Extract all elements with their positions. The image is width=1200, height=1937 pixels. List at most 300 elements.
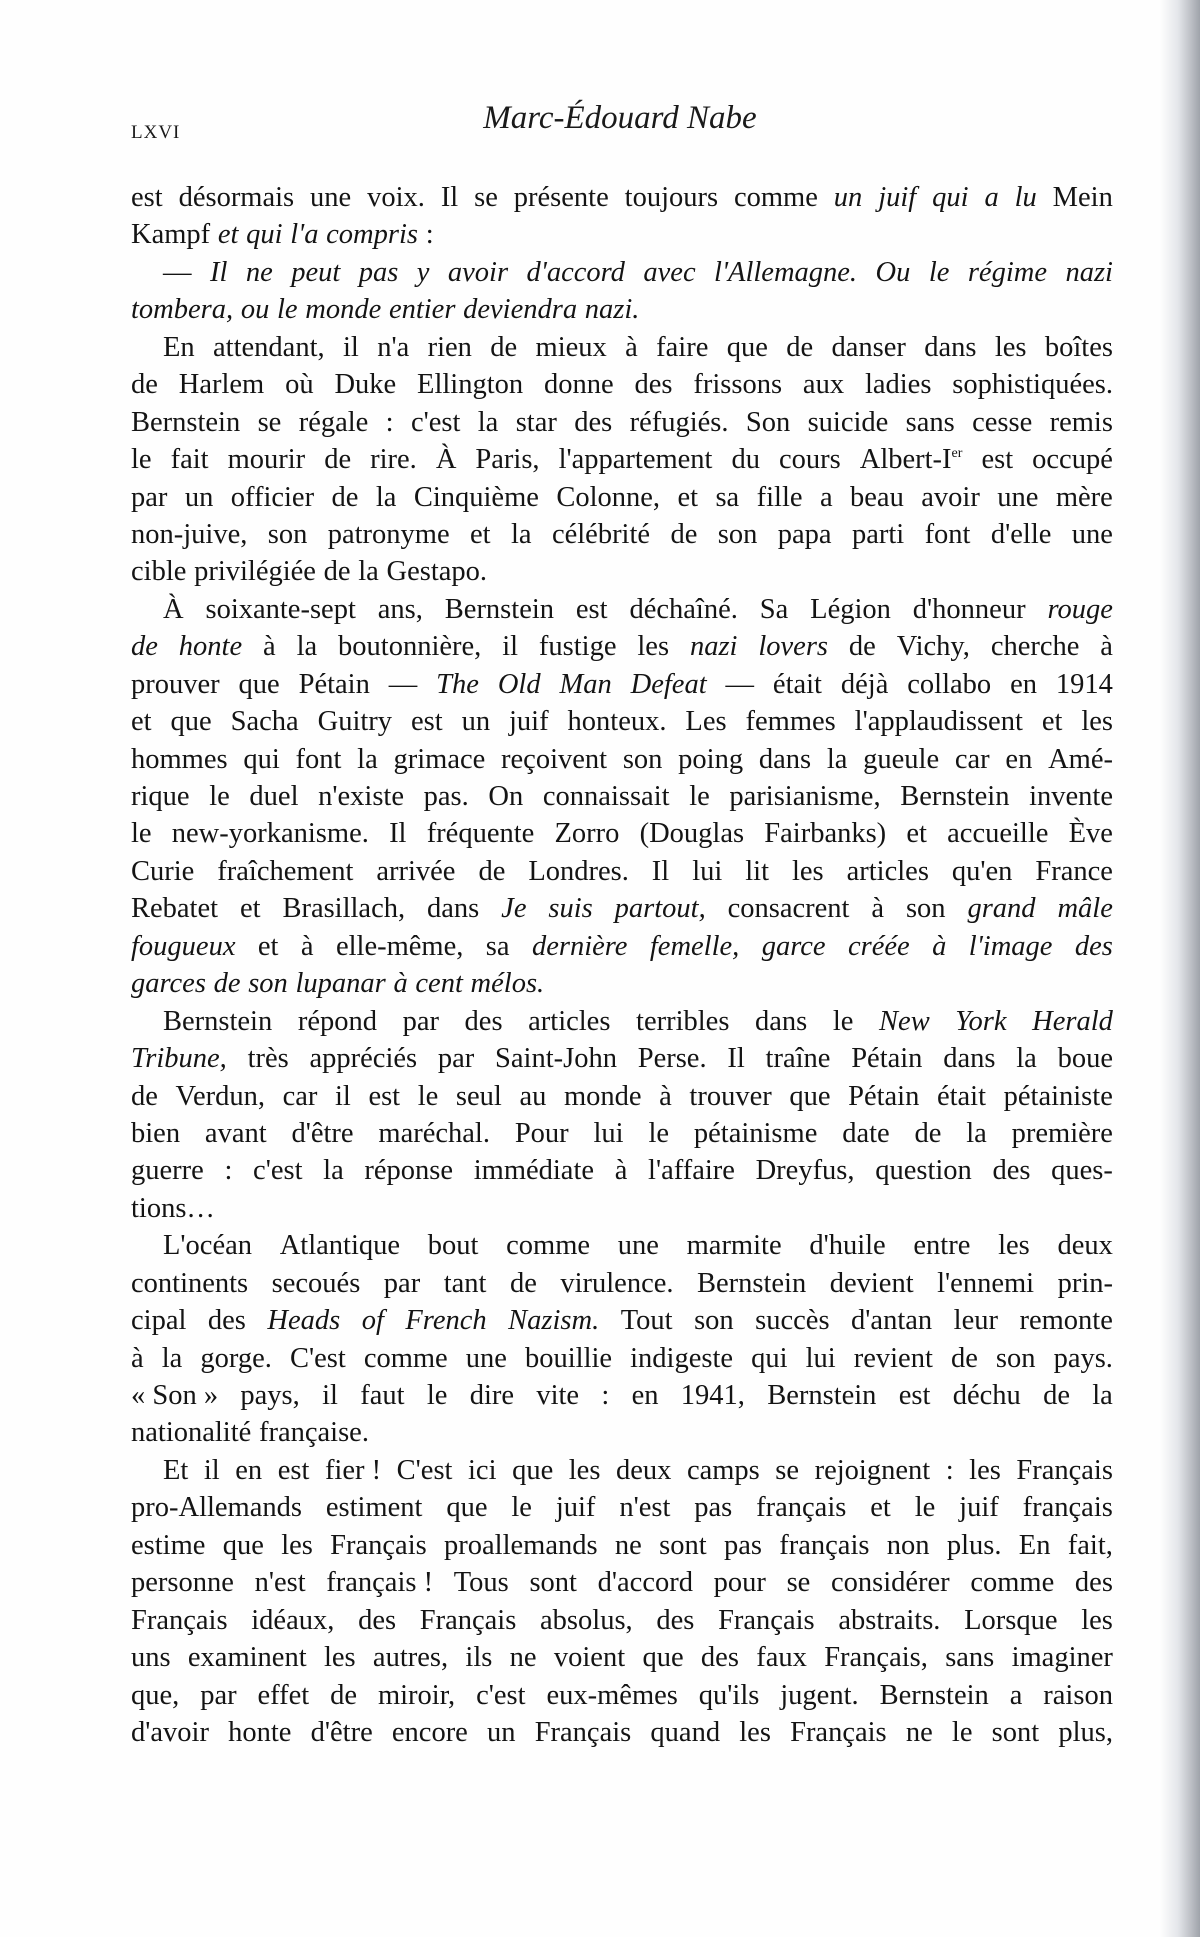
word: présente bbox=[513, 182, 609, 213]
word: c'est bbox=[410, 406, 461, 438]
word: femelle, bbox=[649, 930, 740, 962]
word: comme bbox=[506, 1230, 591, 1262]
word: c'est bbox=[253, 1155, 303, 1187]
word: de bbox=[478, 855, 506, 887]
word: lui bbox=[692, 855, 723, 887]
word: est bbox=[898, 1380, 931, 1411]
word: les bbox=[1081, 706, 1113, 738]
word: où bbox=[285, 369, 314, 401]
word: Amé- bbox=[1048, 743, 1113, 775]
word: Tout bbox=[620, 1305, 673, 1337]
word: réponse bbox=[364, 1155, 454, 1187]
word: connaissait bbox=[542, 781, 670, 812]
word: le bbox=[277, 294, 298, 326]
word: Bernstein bbox=[900, 781, 1010, 812]
word: les bbox=[969, 1454, 1001, 1486]
word: Kampf bbox=[131, 219, 211, 251]
word: jugent. bbox=[780, 1679, 859, 1711]
word: cours bbox=[779, 444, 841, 476]
word: en bbox=[235, 1454, 263, 1486]
word: C'est bbox=[396, 1454, 453, 1486]
word: immédiate bbox=[473, 1155, 595, 1187]
word: indigeste bbox=[630, 1342, 734, 1374]
text-line bbox=[131, 1452, 1113, 1489]
word: occupé bbox=[1032, 444, 1113, 476]
word: Albert-Ier bbox=[859, 444, 963, 476]
word: les bbox=[637, 631, 670, 663]
word: des bbox=[358, 1604, 397, 1636]
word: des bbox=[656, 1604, 695, 1636]
word: de bbox=[213, 968, 241, 1000]
word: trouver bbox=[689, 1080, 772, 1112]
word: comme bbox=[733, 182, 818, 213]
word: mélos. bbox=[470, 968, 545, 1000]
word: — bbox=[388, 668, 418, 700]
word: est bbox=[131, 182, 163, 213]
word: invente bbox=[1029, 781, 1113, 812]
word: Gestapo. bbox=[386, 556, 488, 588]
word: lit bbox=[745, 855, 770, 887]
word: prouver bbox=[131, 668, 220, 700]
word: Pétain bbox=[298, 668, 370, 700]
word: garces bbox=[131, 968, 206, 1000]
word: miroir, bbox=[377, 1679, 456, 1711]
word: est bbox=[368, 1080, 401, 1112]
word: n'existe bbox=[318, 781, 405, 812]
text-line bbox=[131, 479, 1113, 516]
word: voient bbox=[553, 1642, 626, 1674]
word: mâle bbox=[1057, 893, 1113, 925]
word: leur bbox=[953, 1305, 998, 1337]
word: autres, bbox=[372, 1642, 449, 1674]
word: l'ennemi bbox=[937, 1267, 1035, 1299]
word: que bbox=[238, 668, 280, 700]
word: Sa bbox=[759, 593, 789, 625]
word: Guitry bbox=[317, 706, 393, 738]
word: Français bbox=[1016, 1454, 1113, 1486]
word: Dreyfus, bbox=[755, 1155, 855, 1187]
word: Atlantique bbox=[279, 1230, 401, 1262]
word: que bbox=[726, 331, 768, 363]
word: l'image bbox=[968, 930, 1053, 962]
word: Tous bbox=[453, 1567, 509, 1599]
text-line bbox=[131, 1302, 1113, 1339]
word: les bbox=[739, 1716, 771, 1748]
word: Londres. bbox=[528, 855, 629, 887]
word: parti bbox=[851, 518, 905, 550]
word: Cinquième bbox=[413, 481, 539, 513]
word: le bbox=[426, 1380, 448, 1411]
word: c'est bbox=[476, 1679, 526, 1711]
word: On bbox=[488, 781, 524, 812]
word: par bbox=[437, 1043, 475, 1075]
word: fait bbox=[170, 444, 209, 476]
word: première bbox=[1011, 1117, 1113, 1149]
word: : bbox=[224, 1155, 233, 1187]
word: ils bbox=[465, 1642, 493, 1674]
word: entier bbox=[388, 294, 456, 326]
word: Rebatet bbox=[131, 893, 219, 925]
word: faux bbox=[756, 1642, 807, 1674]
text-line bbox=[131, 1414, 1113, 1451]
word: pas bbox=[358, 256, 399, 288]
word: une bbox=[997, 481, 1039, 513]
word: estiment bbox=[325, 1492, 423, 1524]
word: beau bbox=[850, 481, 904, 513]
word: dans bbox=[427, 893, 480, 925]
word: la bbox=[375, 481, 397, 513]
word: est bbox=[575, 593, 608, 625]
word: accueille bbox=[947, 818, 1049, 850]
word: qu'ils bbox=[698, 1679, 760, 1711]
text-line bbox=[131, 1527, 1113, 1564]
word: son bbox=[995, 1342, 1036, 1374]
word: boîtes bbox=[1044, 331, 1113, 363]
word: la bbox=[357, 743, 378, 775]
word: non-juive, bbox=[131, 518, 248, 550]
word: succès bbox=[755, 1305, 830, 1337]
word: monde bbox=[305, 294, 382, 326]
word: de bbox=[786, 331, 814, 363]
word: lui bbox=[805, 1342, 836, 1374]
text-line bbox=[131, 1040, 1113, 1077]
word: que bbox=[642, 1642, 684, 1674]
word: rejoignent bbox=[814, 1454, 931, 1486]
text-line bbox=[131, 965, 1113, 1002]
word: fier ! bbox=[324, 1454, 382, 1486]
word: ici bbox=[468, 1454, 497, 1486]
word: pays. bbox=[1053, 1342, 1113, 1374]
word: uns bbox=[131, 1642, 171, 1674]
word: français bbox=[779, 1529, 870, 1561]
word: des bbox=[1074, 930, 1113, 962]
word: d'accord bbox=[526, 256, 625, 288]
word: L'océan bbox=[163, 1230, 252, 1262]
word: reçoivent bbox=[501, 743, 608, 775]
word: a bbox=[984, 182, 999, 213]
word: terribles bbox=[636, 1005, 730, 1037]
word: par bbox=[200, 1679, 237, 1711]
word: voix. bbox=[367, 182, 425, 213]
word: son bbox=[248, 968, 288, 1000]
word: Verdun, bbox=[175, 1080, 265, 1112]
word: personne bbox=[131, 1567, 234, 1599]
word: ne bbox=[614, 1529, 642, 1561]
word: au bbox=[519, 1080, 547, 1112]
word: une bbox=[1071, 518, 1113, 550]
text-line bbox=[131, 1227, 1113, 1264]
word: qu'en bbox=[951, 855, 1013, 887]
word: cherche bbox=[990, 631, 1080, 663]
word: plus. bbox=[946, 1529, 1002, 1561]
word: à bbox=[131, 1342, 144, 1374]
word: à bbox=[300, 930, 314, 962]
word: Français bbox=[534, 1716, 632, 1748]
word: eux-mêmes bbox=[546, 1679, 678, 1711]
word: articles bbox=[846, 855, 929, 887]
word: fougueux bbox=[131, 930, 236, 962]
word: est bbox=[277, 1454, 310, 1486]
word: « Son » bbox=[131, 1380, 219, 1411]
word: nazi bbox=[689, 631, 738, 663]
word: guerre bbox=[131, 1155, 204, 1187]
word: Harlem bbox=[178, 369, 265, 401]
word: new-yorkanisme. bbox=[171, 818, 369, 850]
word: à bbox=[932, 930, 947, 962]
word: rique bbox=[131, 781, 190, 812]
text-line bbox=[131, 591, 1113, 628]
text-line bbox=[131, 216, 1113, 253]
word: garce bbox=[761, 930, 826, 962]
word: Mein bbox=[1052, 182, 1113, 213]
word: : bbox=[385, 406, 394, 438]
word: un bbox=[184, 481, 214, 513]
word: monde bbox=[563, 1080, 642, 1112]
word: se bbox=[474, 182, 498, 213]
word: nazi bbox=[1065, 256, 1113, 288]
word: pro-Allemands bbox=[131, 1492, 302, 1524]
word: français ! bbox=[326, 1567, 434, 1599]
word: Et bbox=[163, 1454, 189, 1486]
word: Son bbox=[745, 406, 791, 438]
text-line bbox=[131, 254, 1113, 291]
word: rire. bbox=[370, 444, 417, 476]
word: traîne bbox=[765, 1043, 831, 1075]
word: honte bbox=[228, 1716, 292, 1748]
word: les bbox=[791, 855, 824, 887]
word: les bbox=[281, 1529, 313, 1561]
word: et bbox=[677, 481, 699, 513]
word: juif bbox=[509, 706, 549, 738]
word: Français bbox=[330, 1529, 427, 1561]
page-gutter-shadow bbox=[1160, 0, 1200, 1937]
word: danser bbox=[831, 331, 906, 363]
word: par bbox=[383, 1267, 421, 1299]
word: Ou bbox=[875, 256, 911, 288]
word: En bbox=[1018, 1529, 1051, 1561]
word: sans bbox=[905, 406, 955, 438]
word: que bbox=[446, 1492, 488, 1524]
word: l'applaudissent bbox=[854, 706, 1023, 738]
body-text bbox=[131, 179, 1113, 1751]
word: avant bbox=[204, 1117, 267, 1149]
word: d'accord bbox=[597, 1567, 693, 1599]
word: encore bbox=[391, 1716, 468, 1748]
word: toujours bbox=[624, 182, 719, 213]
word: et bbox=[217, 219, 239, 251]
word: le bbox=[914, 1492, 936, 1524]
word: Bernstein bbox=[767, 1380, 877, 1411]
word: : bbox=[425, 219, 434, 251]
word: français bbox=[1022, 1492, 1113, 1524]
word: et bbox=[470, 518, 491, 550]
word: rien bbox=[427, 331, 472, 363]
word: déjà bbox=[840, 668, 889, 700]
word: Lorsque bbox=[964, 1604, 1058, 1636]
word: proallemands bbox=[444, 1529, 598, 1561]
word: d'avoir bbox=[131, 1716, 209, 1748]
text-line bbox=[131, 1340, 1113, 1377]
word: fille bbox=[756, 481, 803, 513]
word: attendant, bbox=[213, 331, 325, 363]
word: d'huile bbox=[809, 1230, 886, 1262]
word: of bbox=[361, 1305, 384, 1337]
word: Je bbox=[501, 893, 527, 925]
word: et bbox=[131, 706, 152, 738]
word: la bbox=[161, 1342, 183, 1374]
word: Herald bbox=[1032, 1005, 1113, 1037]
word: qui bbox=[751, 1342, 788, 1374]
text-line bbox=[131, 366, 1113, 403]
word: le bbox=[131, 818, 152, 850]
word: en bbox=[631, 1380, 659, 1411]
text-line bbox=[131, 1190, 1113, 1227]
word: les bbox=[1081, 1604, 1113, 1636]
word: pas bbox=[694, 1492, 733, 1524]
word: et bbox=[1041, 706, 1063, 738]
word: la bbox=[323, 1155, 344, 1187]
word: cent bbox=[415, 968, 463, 1000]
word: de bbox=[490, 331, 518, 363]
word: sans bbox=[945, 1642, 995, 1674]
word: se bbox=[257, 406, 282, 438]
text-line bbox=[131, 1078, 1113, 1115]
text-line bbox=[131, 329, 1113, 366]
word: consacrent bbox=[727, 893, 850, 925]
word: deux bbox=[1057, 1230, 1113, 1262]
word: Brasillach, bbox=[282, 893, 406, 925]
word: à bbox=[263, 631, 276, 663]
word: elle-même, bbox=[335, 930, 464, 962]
word: se bbox=[786, 1567, 811, 1599]
word: Français, bbox=[824, 1642, 928, 1674]
word: articles bbox=[528, 1005, 611, 1037]
word: pour bbox=[713, 1567, 766, 1599]
word: qui bbox=[243, 743, 280, 775]
word: le bbox=[648, 1117, 670, 1149]
word: seul bbox=[455, 1080, 502, 1112]
word: femmes bbox=[745, 706, 836, 738]
word: patronyme bbox=[327, 518, 450, 550]
word: et bbox=[870, 1492, 891, 1524]
word: désormais bbox=[178, 182, 295, 213]
word: du bbox=[731, 444, 760, 476]
word: peut bbox=[291, 256, 341, 288]
word: sont bbox=[991, 1716, 1040, 1748]
word: y bbox=[416, 256, 430, 288]
word: dans bbox=[758, 743, 812, 775]
word: de bbox=[670, 518, 698, 550]
word: son bbox=[905, 893, 946, 925]
word: Pétain bbox=[851, 1043, 923, 1075]
word: Bernstein bbox=[444, 593, 555, 625]
word: star bbox=[515, 406, 557, 438]
word: : bbox=[945, 1454, 954, 1486]
word: lui bbox=[593, 1117, 624, 1149]
word: ans, bbox=[377, 593, 423, 625]
word: Français bbox=[790, 1716, 887, 1748]
word: la bbox=[358, 556, 379, 588]
word: Tribune, bbox=[131, 1043, 227, 1075]
word: fait, bbox=[1067, 1529, 1113, 1561]
word: d'elle bbox=[990, 518, 1052, 550]
word: hommes bbox=[131, 743, 228, 775]
word: maréchal. bbox=[378, 1117, 490, 1149]
word: bien bbox=[131, 1117, 181, 1149]
word: était bbox=[936, 1080, 987, 1112]
word: York bbox=[955, 1005, 1007, 1037]
word: des bbox=[700, 1642, 739, 1674]
word: est bbox=[410, 706, 443, 738]
word: raison bbox=[1043, 1679, 1113, 1711]
word: par bbox=[131, 481, 168, 513]
word: Il bbox=[727, 1043, 745, 1075]
word: poing bbox=[678, 743, 744, 775]
word: française. bbox=[258, 1417, 369, 1449]
word: de bbox=[914, 1117, 942, 1149]
word: devient bbox=[829, 1267, 914, 1299]
word: une bbox=[617, 1230, 659, 1262]
word: de bbox=[324, 444, 352, 476]
word: Légion bbox=[810, 593, 891, 625]
word: la bbox=[477, 406, 499, 438]
word: effet bbox=[257, 1679, 310, 1711]
word: partout, bbox=[614, 893, 706, 925]
word: dernière bbox=[531, 930, 628, 962]
word: dans bbox=[943, 1043, 996, 1075]
word: que bbox=[170, 706, 212, 738]
word: font bbox=[924, 518, 971, 550]
word: il bbox=[334, 1080, 351, 1112]
word: Les bbox=[685, 706, 727, 738]
word: remonte bbox=[1019, 1305, 1113, 1337]
word: vite bbox=[536, 1380, 580, 1411]
word: Pétain bbox=[848, 1080, 920, 1112]
word: pas. bbox=[423, 781, 469, 812]
word: le bbox=[928, 256, 950, 288]
word: à bbox=[1100, 631, 1113, 663]
word: la bbox=[966, 1117, 987, 1149]
word: les bbox=[568, 1454, 601, 1486]
word: fustige bbox=[538, 631, 617, 663]
word: ou bbox=[240, 294, 270, 326]
word: virulence. bbox=[560, 1267, 674, 1299]
word: avoir bbox=[921, 481, 980, 513]
word: Français bbox=[718, 1604, 815, 1636]
word: Il bbox=[440, 182, 459, 213]
word: honte bbox=[178, 631, 243, 663]
text-line bbox=[131, 778, 1113, 815]
word: déchaîné. bbox=[629, 593, 738, 625]
word: tant bbox=[443, 1267, 487, 1299]
word: remis bbox=[1049, 406, 1113, 438]
word: — bbox=[163, 256, 192, 288]
word: deux bbox=[615, 1454, 672, 1486]
word: il bbox=[342, 331, 359, 363]
word: n'est bbox=[254, 1567, 306, 1599]
word: à bbox=[659, 1080, 672, 1112]
word: mieux bbox=[535, 331, 607, 363]
text-line bbox=[131, 1265, 1113, 1302]
word: officier bbox=[230, 481, 315, 513]
word: : bbox=[601, 1380, 610, 1411]
word: l'a bbox=[290, 219, 319, 251]
word: non bbox=[886, 1529, 930, 1561]
word: se bbox=[775, 1454, 800, 1486]
text-line bbox=[131, 1152, 1113, 1189]
word: pas bbox=[723, 1529, 762, 1561]
word: cesse bbox=[972, 406, 1033, 438]
